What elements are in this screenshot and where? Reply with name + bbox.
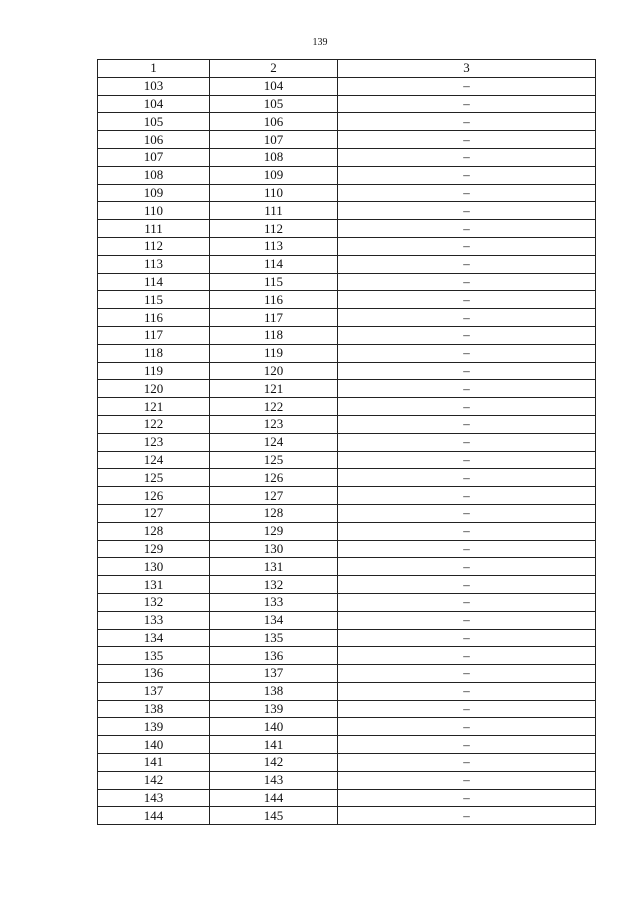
- table-row: [98, 237, 596, 255]
- table-cell-col-3: –: [338, 807, 596, 825]
- table-cell-col-1: 140: [98, 736, 210, 754]
- table-cell-col-3: –: [338, 344, 596, 362]
- table-cell-col-3: –: [338, 380, 596, 398]
- table-cell-col-1: 114: [98, 273, 210, 291]
- table-cell-col-2: 123: [210, 415, 338, 433]
- table-cell-col-3: –: [338, 255, 596, 273]
- table-cell-col-1: 131: [98, 576, 210, 594]
- table-cell-col-2: 113: [210, 237, 338, 255]
- table-cell-col-1: 105: [98, 113, 210, 131]
- table-cell-col-3: –: [338, 77, 596, 95]
- table-row: [98, 255, 596, 273]
- table-cell-col-3: –: [338, 95, 596, 113]
- table-cell-col-2: 115: [210, 273, 338, 291]
- table-cell-col-2: 126: [210, 469, 338, 487]
- data-table: [97, 59, 596, 825]
- table-row: [98, 77, 596, 95]
- table-cell-col-2: 120: [210, 362, 338, 380]
- table-cell-col-2: 114: [210, 255, 338, 273]
- table-cell-col-1: 126: [98, 487, 210, 505]
- table-cell-col-2: 104: [210, 77, 338, 95]
- page-number: 139: [312, 37, 328, 48]
- table-cell-col-3: –: [338, 469, 596, 487]
- table-cell-col-1: 121: [98, 398, 210, 416]
- table-cell-col-1: 107: [98, 148, 210, 166]
- table-row: [98, 469, 596, 487]
- table-row: [98, 700, 596, 718]
- table-row: [98, 718, 596, 736]
- table-cell-col-2: 118: [210, 326, 338, 344]
- table-cell-col-1: 106: [98, 131, 210, 149]
- table-cell-col-2: 134: [210, 611, 338, 629]
- table-cell-col-3: –: [338, 629, 596, 647]
- table-cell-col-1: 103: [98, 77, 210, 95]
- table-cell-col-1: 115: [98, 291, 210, 309]
- table-cell-col-2: 145: [210, 807, 338, 825]
- table-row: [98, 522, 596, 540]
- table-cell-col-3: –: [338, 771, 596, 789]
- table-cell-col-1: 111: [98, 220, 210, 238]
- table-cell-col-2: 106: [210, 113, 338, 131]
- table-cell-col-2: 107: [210, 131, 338, 149]
- table-cell-col-1: 144: [98, 807, 210, 825]
- table-row: [98, 754, 596, 772]
- table-cell-col-2: 136: [210, 647, 338, 665]
- table-row: [98, 291, 596, 309]
- table-cell-col-1: 128: [98, 522, 210, 540]
- table-cell-col-3: –: [338, 522, 596, 540]
- table-row: [98, 326, 596, 344]
- table-cell-col-1: 135: [98, 647, 210, 665]
- table-cell-col-1: 113: [98, 255, 210, 273]
- table-cell-col-1: 122: [98, 415, 210, 433]
- table-row: [98, 344, 596, 362]
- table-cell-col-2: 144: [210, 789, 338, 807]
- table-cell-col-1: 133: [98, 611, 210, 629]
- table-cell-col-3: –: [338, 789, 596, 807]
- column-header-1: 1: [98, 60, 210, 78]
- table-cell-col-1: 120: [98, 380, 210, 398]
- table-cell-col-2: 110: [210, 184, 338, 202]
- table-cell-col-1: 142: [98, 771, 210, 789]
- table-cell-col-1: 123: [98, 433, 210, 451]
- table-row: [98, 380, 596, 398]
- table-cell-col-3: –: [338, 736, 596, 754]
- table-row: [98, 362, 596, 380]
- table-row: [98, 682, 596, 700]
- table-cell-col-2: 133: [210, 593, 338, 611]
- table-cell-col-1: 125: [98, 469, 210, 487]
- table-cell-col-2: 129: [210, 522, 338, 540]
- table-cell-col-1: 136: [98, 665, 210, 683]
- table-row: [98, 540, 596, 558]
- table-cell-col-3: –: [338, 576, 596, 594]
- table-cell-col-3: –: [338, 540, 596, 558]
- table-cell-col-3: –: [338, 326, 596, 344]
- table-row: [98, 487, 596, 505]
- table-row: [98, 433, 596, 451]
- table-cell-col-3: –: [338, 504, 596, 522]
- table-cell-col-2: 137: [210, 665, 338, 683]
- table-row: [98, 789, 596, 807]
- table-cell-col-2: 143: [210, 771, 338, 789]
- table-row: [98, 95, 596, 113]
- table-cell-col-3: –: [338, 398, 596, 416]
- table-cell-col-1: 141: [98, 754, 210, 772]
- table-cell-col-1: 143: [98, 789, 210, 807]
- table-cell-col-1: 109: [98, 184, 210, 202]
- table-row: [98, 451, 596, 469]
- table-cell-col-3: –: [338, 415, 596, 433]
- table-cell-col-3: –: [338, 220, 596, 238]
- table-cell-col-2: 138: [210, 682, 338, 700]
- table-row: [98, 665, 596, 683]
- table-cell-col-1: 116: [98, 309, 210, 327]
- table-cell-col-3: –: [338, 273, 596, 291]
- table-row: [98, 771, 596, 789]
- table-cell-col-2: 112: [210, 220, 338, 238]
- table-row: [98, 398, 596, 416]
- table-cell-col-3: –: [338, 237, 596, 255]
- table-row: [98, 558, 596, 576]
- table-row: [98, 220, 596, 238]
- table-cell-col-2: 121: [210, 380, 338, 398]
- table-cell-col-1: 118: [98, 344, 210, 362]
- table-cell-col-3: –: [338, 184, 596, 202]
- table-cell-col-2: 141: [210, 736, 338, 754]
- table-cell-col-3: –: [338, 593, 596, 611]
- table-cell-col-2: 111: [210, 202, 338, 220]
- table-cell-col-3: –: [338, 682, 596, 700]
- table-cell-col-2: 142: [210, 754, 338, 772]
- table-cell-col-3: –: [338, 362, 596, 380]
- table-cell-col-2: 119: [210, 344, 338, 362]
- table-cell-col-3: –: [338, 665, 596, 683]
- table-cell-col-3: –: [338, 647, 596, 665]
- table-header: [98, 60, 596, 78]
- column-header-2: 2: [210, 60, 338, 78]
- table-row: [98, 593, 596, 611]
- table-cell-col-1: 110: [98, 202, 210, 220]
- table-cell-col-2: 131: [210, 558, 338, 576]
- table-cell-col-1: 127: [98, 504, 210, 522]
- table-cell-col-1: 108: [98, 166, 210, 184]
- table-cell-col-3: –: [338, 433, 596, 451]
- table-cell-col-3: –: [338, 558, 596, 576]
- table-row: [98, 629, 596, 647]
- table-cell-col-2: 130: [210, 540, 338, 558]
- table-cell-col-3: –: [338, 700, 596, 718]
- table-cell-col-2: 140: [210, 718, 338, 736]
- table-row: [98, 113, 596, 131]
- table-cell-col-3: –: [338, 451, 596, 469]
- table-cell-col-2: 109: [210, 166, 338, 184]
- table-row: [98, 576, 596, 594]
- table-cell-col-1: 112: [98, 237, 210, 255]
- table-cell-col-3: –: [338, 166, 596, 184]
- table-cell-col-3: –: [338, 718, 596, 736]
- table-row: [98, 309, 596, 327]
- table-cell-col-2: 125: [210, 451, 338, 469]
- table-cell-col-2: 122: [210, 398, 338, 416]
- table-row: [98, 166, 596, 184]
- table-row: [98, 647, 596, 665]
- table-cell-col-1: 129: [98, 540, 210, 558]
- table-cell-col-1: 132: [98, 593, 210, 611]
- table-row: [98, 504, 596, 522]
- table-row: [98, 202, 596, 220]
- table-cell-col-1: 124: [98, 451, 210, 469]
- table-cell-col-1: 119: [98, 362, 210, 380]
- table-cell-col-3: –: [338, 202, 596, 220]
- table-row: [98, 148, 596, 166]
- table-cell-col-3: –: [338, 291, 596, 309]
- table-row: [98, 736, 596, 754]
- table-cell-col-1: 104: [98, 95, 210, 113]
- table-cell-col-3: –: [338, 148, 596, 166]
- table-cell-col-2: 117: [210, 309, 338, 327]
- table-cell-col-2: 105: [210, 95, 338, 113]
- header-row: [98, 60, 596, 78]
- table-cell-col-3: –: [338, 487, 596, 505]
- table-row: [98, 131, 596, 149]
- table-cell-col-1: 117: [98, 326, 210, 344]
- table-cell-col-2: 128: [210, 504, 338, 522]
- table-cell-col-2: 124: [210, 433, 338, 451]
- table-cell-col-1: 130: [98, 558, 210, 576]
- table-cell-col-3: –: [338, 309, 596, 327]
- table-cell-col-3: –: [338, 611, 596, 629]
- table-cell-col-1: 137: [98, 682, 210, 700]
- table-row: [98, 273, 596, 291]
- column-header-3: 3: [338, 60, 596, 78]
- table-row: [98, 415, 596, 433]
- table-cell-col-2: 127: [210, 487, 338, 505]
- table-row: [98, 611, 596, 629]
- table-row: [98, 184, 596, 202]
- table-cell-col-2: 108: [210, 148, 338, 166]
- table-body: [98, 77, 596, 824]
- table-row: [98, 807, 596, 825]
- table-cell-col-3: –: [338, 131, 596, 149]
- table-cell-col-3: –: [338, 754, 596, 772]
- table-cell-col-1: 139: [98, 718, 210, 736]
- table-cell-col-1: 138: [98, 700, 210, 718]
- table-cell-col-1: 134: [98, 629, 210, 647]
- table-cell-col-3: –: [338, 113, 596, 131]
- table-cell-col-2: 132: [210, 576, 338, 594]
- table-cell-col-2: 116: [210, 291, 338, 309]
- table-cell-col-2: 139: [210, 700, 338, 718]
- table-cell-col-2: 135: [210, 629, 338, 647]
